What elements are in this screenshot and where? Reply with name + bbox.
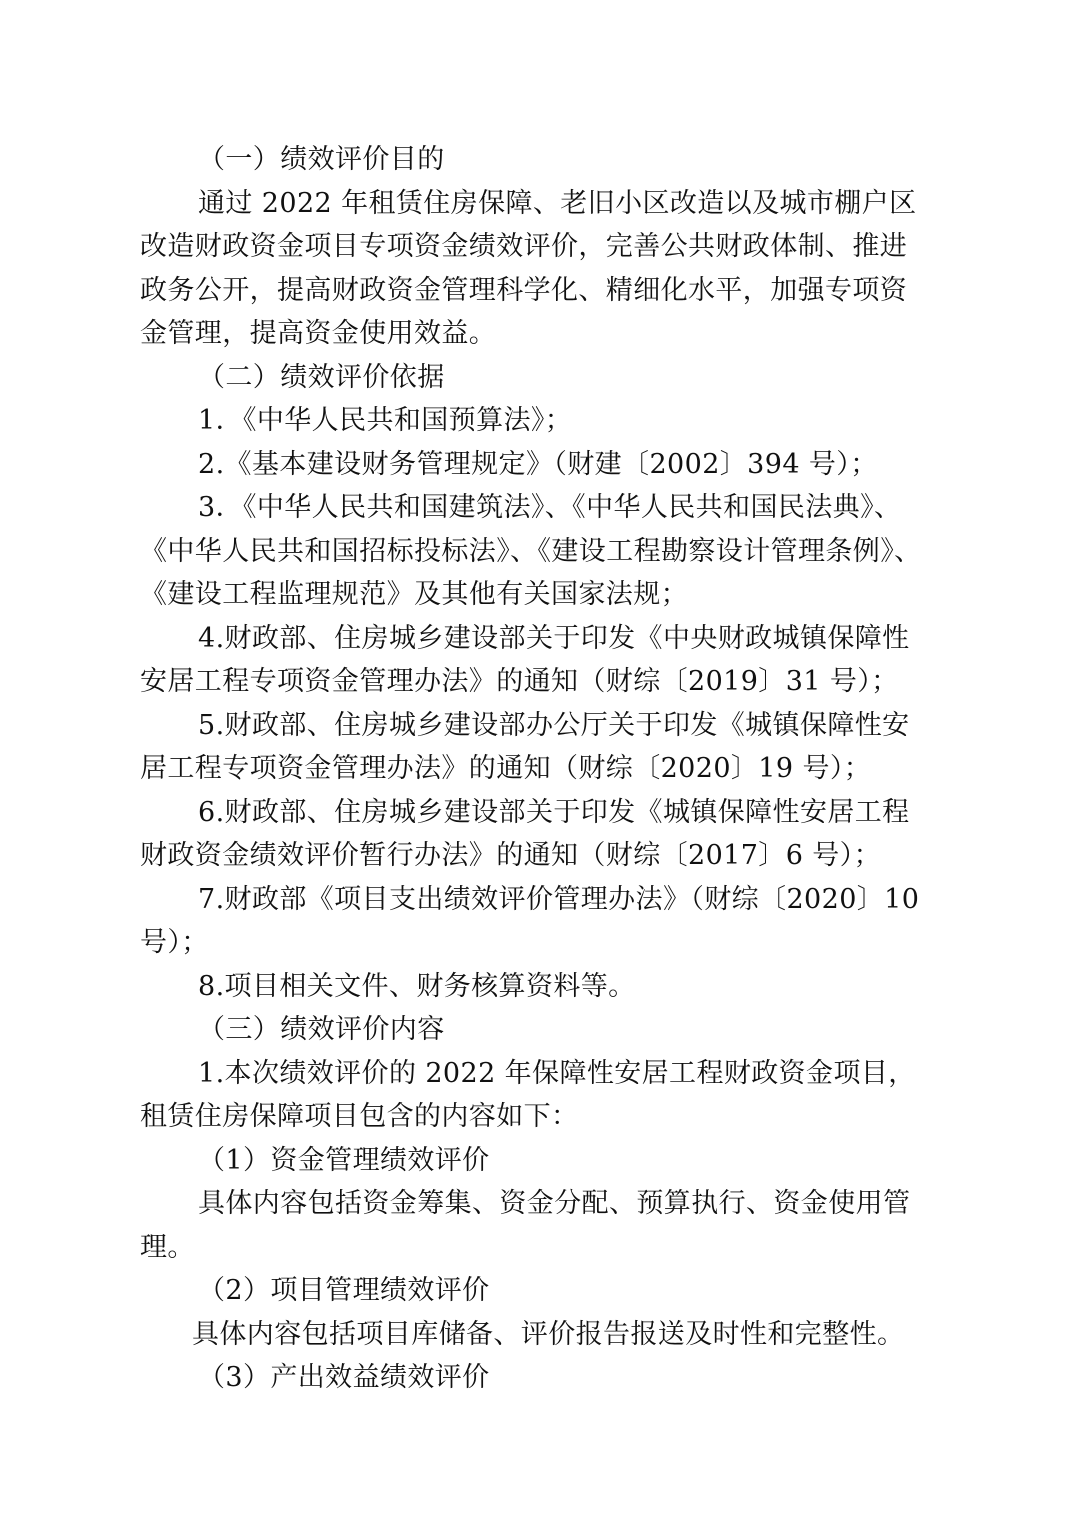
- list-item-continuation: 安居工程专项资金管理办法》的通知（财综〔2019〕31 号）；: [140, 666, 899, 697]
- list-item-continuation: 《中华人民共和国招标投标法》、《建设工程勘察设计管理条例》、: [140, 535, 922, 567]
- paragraph-line: 租赁住房保障项目包含的内容如下：: [140, 1101, 579, 1132]
- paragraph-line: 1.本次绩效评价的 2022 年保障性安居工程财政资金项目，: [198, 1057, 916, 1089]
- list-item: 4.财政部、住房城乡建设部关于印发《中央财政城镇保障性: [198, 622, 910, 654]
- list-item: 7.财政部《项目支出绩效评价管理办法》（财综〔2020〕10: [198, 883, 920, 915]
- list-item: 6.财政部、住房城乡建设部关于印发《城镇保障性安居工程: [198, 796, 910, 828]
- paragraph-line: 具体内容包括资金筹集、资金分配、预算执行、资金使用管: [198, 1188, 911, 1219]
- list-item: 5.财政部、住房城乡建设部办公厅关于印发《城镇保障性安: [198, 709, 910, 741]
- list-item: 3．《中华人民共和国建筑法》、《中华人民共和国民法典》、: [198, 492, 902, 523]
- list-item-continuation: 居工程专项资金管理办法》的通知（财综〔2020〕19 号）；: [140, 753, 872, 784]
- list-item: 2.《基本建设财务管理规定》（财建〔2002〕394 号）；: [198, 448, 878, 480]
- subsection-heading: （3）产出效益绩效评价: [198, 1362, 490, 1393]
- paragraph-line: 通过 2022 年租赁住房保障、老旧小区改造以及城市棚户区: [198, 187, 917, 219]
- paragraph-line: 金管理，提高资金使用效益。: [140, 318, 497, 349]
- paragraph-line: 具体内容包括项目库储备、评价报告报送及时性和完整性。: [192, 1318, 905, 1350]
- section-heading: （二）绩效评价依据: [198, 361, 445, 393]
- list-item-continuation: 《建设工程监理规范》及其他有关国家法规；: [140, 579, 688, 610]
- list-item: 1．《中华人民共和国预算法》；: [198, 405, 573, 436]
- paragraph-line: 理。: [140, 1231, 195, 1263]
- list-item-continuation: 号）；: [140, 927, 209, 958]
- paragraph-line: 改造财政资金项目专项资金绩效评价，完善公共财政体制、推进: [140, 231, 908, 262]
- subsection-heading: （2）项目管理绩效评价: [198, 1275, 490, 1306]
- section-heading: （一）绩效评价目的: [198, 144, 445, 175]
- list-item: 8.项目相关文件、财务核算资料等。: [198, 970, 636, 1002]
- document-body: [140, 138, 940, 1400]
- subsection-heading: （1）资金管理绩效评价: [198, 1144, 490, 1176]
- list-item-continuation: 财政资金绩效评价暂行办法》的通知（财综〔2017〕6 号）；: [140, 840, 881, 871]
- section-heading: （三）绩效评价内容: [198, 1014, 445, 1045]
- paragraph-line: 政务公开，提高财政资金管理科学化、精细化水平，加强专项资: [140, 274, 908, 306]
